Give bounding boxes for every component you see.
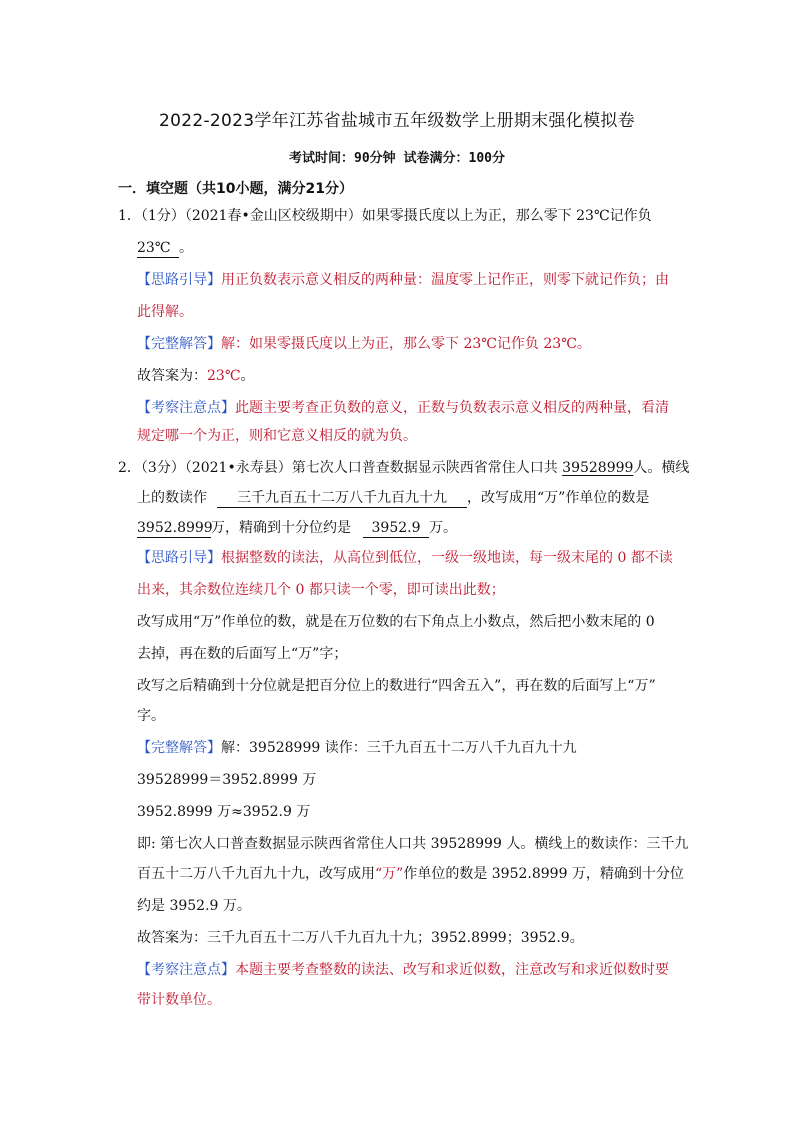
q1-note-line1 [137, 398, 669, 418]
q1-solution-tag: 【完整解答】 [137, 336, 221, 352]
q2-line3-end: 万。 [429, 520, 457, 536]
q1-hint-tag: 【思路引导】 [137, 272, 221, 288]
q1-answer-prefix: 故答案为： [137, 368, 207, 384]
q2-blank2: 3952.8999 [137, 520, 213, 536]
page-title: 2022-2023学年江苏省盐城市五年级数学上册期末强化模拟卷 [159, 111, 635, 131]
q2-solution-text1: 解：39528999 读作：三千九百五十二万八千九百九十九 [221, 740, 577, 756]
q1-stem-text: 1．（1分）（2021春•金山区校级期中）如果零摄氏度以上为正，那么零下 23℃记作负 [118, 208, 652, 224]
q1-answer-value: 23℃ [207, 368, 241, 384]
q2-stem [118, 458, 689, 478]
q1-solution-highlight: 23℃记作负 23℃ [463, 336, 577, 352]
q1-note-tag: 【考察注意点】 [137, 400, 235, 416]
q2-hint-line6: 字。 [137, 708, 165, 724]
exam-info: 考试时间：90分钟 试卷满分：100分 [289, 151, 505, 166]
q2-hint-line4: 去掉，再在数的后面写上“万”字； [137, 646, 348, 662]
q2-note-text1: 本题主要考查整数的读法、改写和求近似数，注意改写和求近似数时要 [235, 962, 669, 978]
q1-note-text2: 规定哪一个为正，则和它意义相反的就为负。 [137, 428, 417, 444]
q2-line2-suffix: ，改写成用“万”作单位的数是 [467, 490, 650, 506]
q2-solution-line1 [137, 738, 577, 758]
q2-explain-line3: 约是 3952.9 万。 [137, 898, 251, 914]
q2-explain-line2-a: 百五十二万八千九百九十九，改写成用 [137, 866, 375, 882]
q2-stem-prefix: 2．（3分）（2021•永寿县）第七次人口普查数据显示陕西省常住人口共 [118, 460, 563, 476]
q2-hint-line1 [137, 548, 673, 568]
q1-answer-end: 。 [240, 368, 255, 384]
q1-stem [118, 206, 652, 226]
q2-solution-tag: 【完整解答】 [137, 740, 221, 756]
q1-hint-text2: 此得解。 [137, 304, 193, 320]
q1-answer-line [137, 238, 193, 258]
q2-blank1: 三千九百五十二万八千九百九十九 [217, 489, 467, 508]
q2-hint-line3: 改写成用“万”作单位的数，就是在万位数的右下角点上小数点，然后把小数末尾的 0 [137, 614, 655, 630]
q2-line3 [137, 518, 457, 538]
q2-stem-suffix: 人。横线 [633, 460, 690, 476]
q2-answer: 故答案为：三千九百五十二万八千九百九十九；3952.8999；3952.9。 [137, 930, 584, 946]
q1-hint-text1: 用正负数表示意义相反的两种量：温度零上记作正，则零下就记作负；由 [221, 272, 669, 288]
q2-blank3: 3952.9 [363, 519, 429, 538]
q2-line3-mid: 万，精确到十分位约是 [211, 520, 351, 536]
q1-solution-prefix: 解：如果零摄氏度以上为正，那么零下 [221, 336, 464, 352]
q2-note-tag: 【考察注意点】 [137, 962, 235, 978]
q2-note-line2: 带计数单位。 [137, 992, 221, 1008]
q2-solution-line3: 3952.8999 万≈3952.9 万 [137, 804, 311, 820]
q2-stem-number: 39528999 [562, 460, 634, 476]
q1-solution-end: 。 [576, 336, 591, 352]
q1-note-text1: 此题主要考查正负数的意义，正数与负数表示意义相反的两种量，看清 [235, 400, 669, 416]
q2-explain-line2 [137, 864, 684, 884]
q2-note-line1 [137, 960, 669, 980]
q2-explain-line2-c: 作单位的数是 3952.8999 万，精确到十分位 [403, 866, 684, 882]
q2-hint-line2: 出来，其余数位连续几个 0 都只读一个零，即可读出此数； [137, 582, 505, 598]
q1-note-line2 [137, 426, 417, 446]
q2-line2 [137, 488, 649, 508]
q2-hint-text1: 根据整数的读法，从高位到低位，一级一级地读，每一级末尾的 0 都不读 [221, 550, 673, 566]
q2-solution-line2: 39528999＝3952.8999 万 [137, 772, 317, 788]
q1-solution [137, 334, 591, 354]
q1-hint-line1 [137, 270, 669, 290]
q2-line2-prefix: 上的数读作 [137, 490, 207, 506]
q2-explain-line1: 即: 第七次人口普查数据显示陕西省常住人口共 39528999 人。横线上的数读作：三千九 [137, 836, 689, 852]
section-heading: 一．填空题（共10小题，满分21分） [118, 181, 353, 197]
q2-hint-line5: 改写之后精确到十分位就是把百分位上的数进行“四舍五入”，再在数的后面写上“万” [137, 678, 656, 694]
q1-hint-line2 [137, 302, 193, 322]
q2-hint-tag: 【思路引导】 [137, 550, 221, 566]
q1-stem-end: 。 [179, 240, 193, 256]
q1-answer [137, 366, 254, 386]
q2-explain-line2-b: “万” [375, 866, 404, 882]
q1-answer-blank: 23℃ [137, 239, 179, 258]
